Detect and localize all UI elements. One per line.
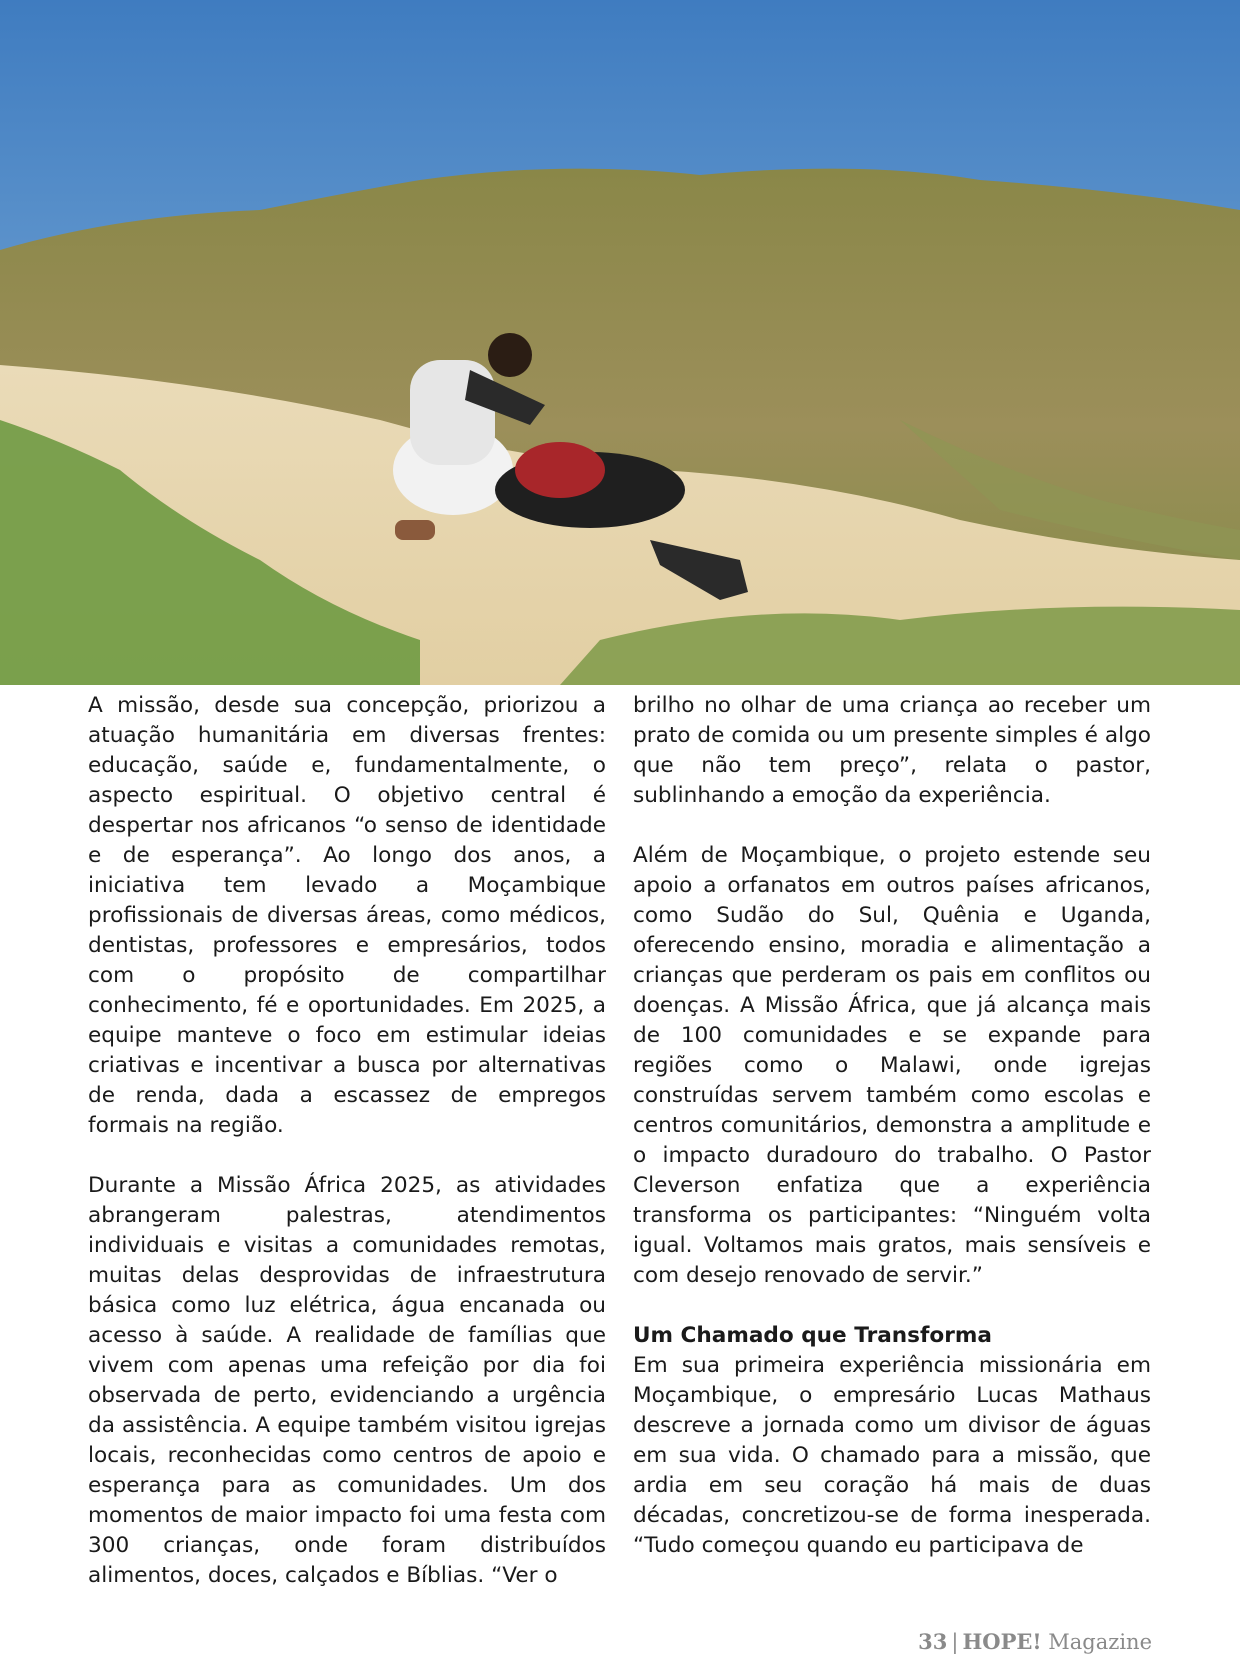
magazine-label: Magazine xyxy=(1048,1630,1152,1654)
section-subheading: Um Chamado que Transforma xyxy=(633,1323,992,1348)
body-paragraph: Em sua primeira experiência missionária em Moçambique, o empresário Lucas Mathaus descreve a jornada como um divisor de águas em sua vida. O chamado para a missão, que ardia em seu coração há mais de duas décadas, concretizou-se de forma inesperada. “Tudo começou quando eu participava de xyxy=(633,1353,1151,1558)
page-footer xyxy=(918,1630,1152,1654)
body-paragraph: A missão, desde sua concepção, priorizou a atuação humanitária em diversas frentes: educação, saúde e, fundamentalmente, o aspecto espiritual. O objetivo central é despertar nos africanos “o senso de identidade e de esperança”. Ao longo dos anos, a iniciativa tem levado a Moçambique profissionais de diversas áreas, como médicos, dentistas, professores e empresários, todos com o propósito de compartilhar conhecimento, fé e oportunidades. Em 2025, a equipe manteve o foco em estimular ideias criativas e incentivar a busca por alternativas de renda, dada a escassez de empregos formais na região. xyxy=(88,693,606,1138)
footer-separator: | xyxy=(951,1630,959,1654)
magazine-brand: HOPE! xyxy=(962,1629,1042,1654)
article-column-left xyxy=(88,691,606,1591)
body-paragraph: Durante a Missão África 2025, as atividades abrangeram palestras, atendimentos individuais e visitas a comunidades remotas, muitas delas desprovidas de infraestrutura básica como luz elétrica, água encanada ou acesso à saúde. A realidade de famílias que vivem com apenas uma refeição por dia foi observada de perto, evidenciando a urgência da assistência. A equipe também visitou igrejas locais, reconhecidas como centros de apoio e esperança para as comunidades. Um dos momentos de maior impacto foi uma festa com 300 crianças, onde foram distribuídos alimentos, doces, calçados e Bíblias. “Ver o xyxy=(88,1173,606,1588)
page-number: 33 xyxy=(918,1629,948,1654)
body-paragraph: Além de Moçambique, o projeto estende seu apoio a orfanatos em outros países africanos, como Sudão do Sul, Quênia e Uganda, oferecendo ensino, moradia e alimentação a crianças que perderam os pais em conflitos ou doenças. A Missão África, que já alcança mais de 100 comunidades e se expande para regiões como o Malawi, onde igrejas construídas servem também como escolas e centros comunitários, demonstra a amplitude e o impacto duradouro do trabalho. O Pastor Cleverson enfatiza que a experiência transforma os participantes: “Ninguém volta igual. Voltamos mais gratos, mais sensíveis e com desejo renovado de servir.” xyxy=(633,843,1151,1288)
beach-dune-scene xyxy=(0,0,1240,685)
article-photo xyxy=(0,0,1240,685)
body-paragraph: brilho no olhar de uma criança ao receber um prato de comida ou um presente simples é algo que não tem preço”, relata o pastor, sublinhando a emoção da experiência. xyxy=(633,693,1151,808)
article-column-right xyxy=(633,691,1151,1561)
